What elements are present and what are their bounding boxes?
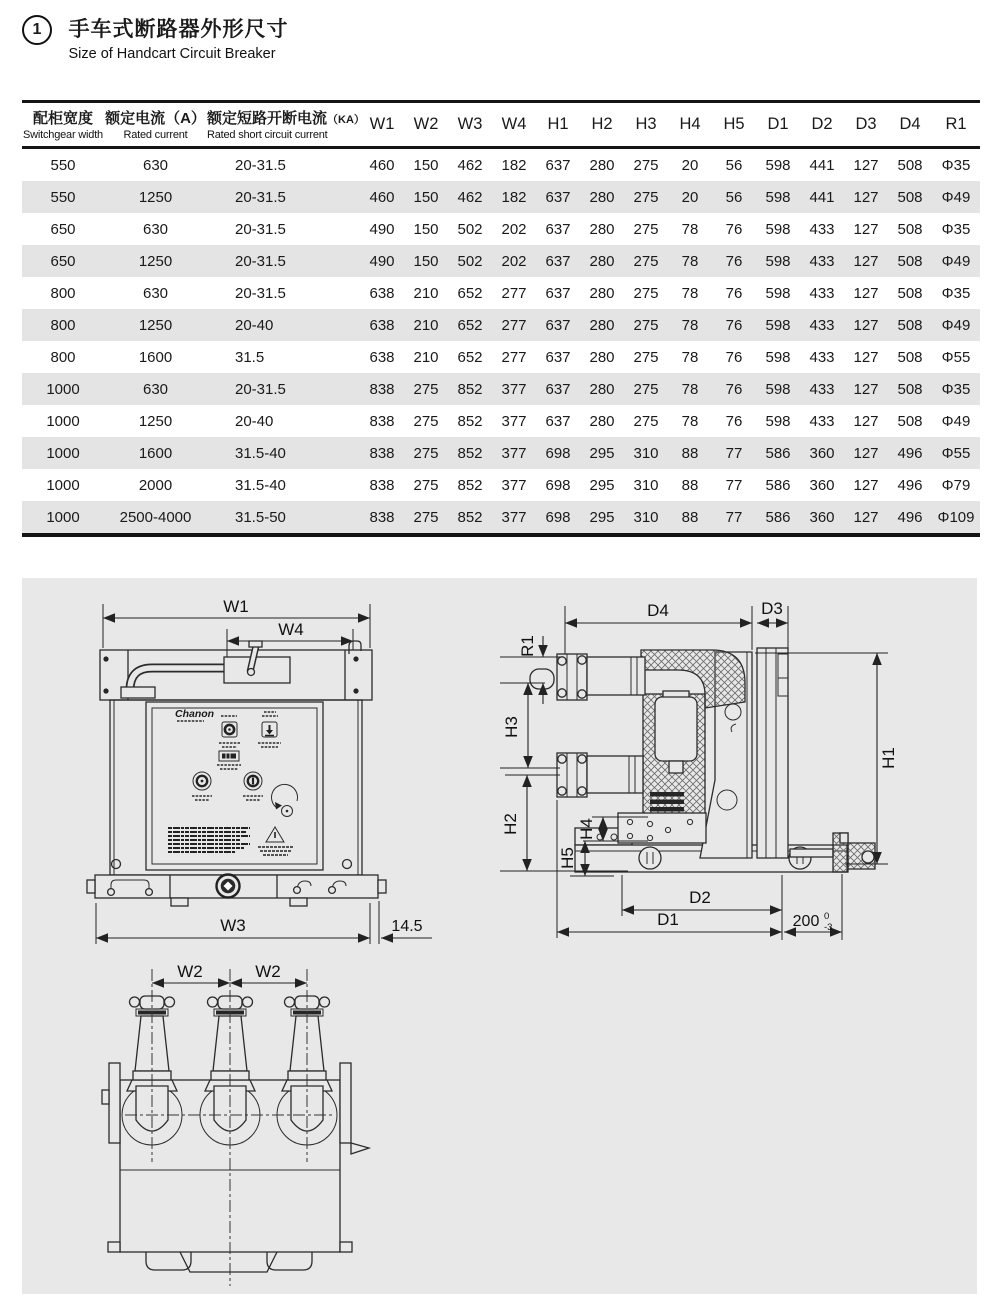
table-cell: 598 bbox=[765, 156, 791, 174]
table-cell: Φ55 bbox=[941, 444, 971, 462]
table-cell: 638 bbox=[369, 284, 395, 302]
dim-label-w2-left: W2 bbox=[177, 962, 203, 981]
table-row bbox=[22, 309, 980, 341]
dimension-w4 bbox=[227, 620, 353, 657]
table-row bbox=[22, 501, 980, 535]
table-cell: 275 bbox=[413, 508, 439, 526]
table-cell: 1250 bbox=[138, 188, 173, 206]
table-cell: 275 bbox=[633, 188, 659, 206]
table-cell: 838 bbox=[369, 380, 395, 398]
dim-label-h1: H1 bbox=[879, 747, 898, 769]
table-cell: 280 bbox=[589, 380, 615, 398]
front-base bbox=[87, 875, 386, 907]
table-cell: 127 bbox=[853, 188, 879, 206]
table-cell: 78 bbox=[681, 380, 699, 398]
table-cell: 127 bbox=[853, 380, 879, 398]
table-cell: 550 bbox=[50, 188, 76, 206]
table-cell: 1000 bbox=[46, 412, 80, 430]
table-cell: 127 bbox=[853, 252, 879, 270]
table-cell: 20-40 bbox=[235, 412, 274, 430]
table-cell: 460 bbox=[369, 156, 395, 174]
table-cell: 88 bbox=[681, 444, 699, 462]
table-cell: 508 bbox=[897, 188, 923, 206]
table-cell: 462 bbox=[457, 156, 483, 174]
side-view-drawing bbox=[500, 588, 978, 960]
table-cell: 275 bbox=[413, 476, 439, 494]
table-cell: 508 bbox=[897, 156, 923, 174]
table-cell: 360 bbox=[809, 476, 835, 494]
table-cell: 78 bbox=[681, 252, 699, 270]
table-cell: 88 bbox=[681, 508, 699, 526]
page-title: 手车式断路器外形尺寸 bbox=[68, 18, 289, 41]
column-header-h2: H2 bbox=[591, 114, 613, 133]
table-cell: 490 bbox=[369, 252, 395, 270]
table-cell: 598 bbox=[765, 380, 791, 398]
table-cell: 1000 bbox=[46, 444, 80, 462]
dim-label-h2: H2 bbox=[501, 813, 520, 835]
table-cell: 275 bbox=[633, 316, 659, 334]
dim-label-h3: H3 bbox=[502, 716, 521, 738]
table-cell: 638 bbox=[369, 348, 395, 366]
dim-label-r1: R1 bbox=[518, 635, 537, 657]
table-cell: 496 bbox=[897, 444, 923, 462]
table-cell: 630 bbox=[142, 220, 169, 238]
table-cell: 460 bbox=[369, 188, 395, 206]
lower-bushing bbox=[557, 753, 643, 797]
table-cell: 182 bbox=[501, 188, 527, 206]
table-cell: 508 bbox=[897, 284, 923, 302]
dim-label-200: 200 bbox=[792, 913, 820, 930]
table-cell: 652 bbox=[457, 284, 483, 302]
table-cell: 1250 bbox=[138, 412, 173, 430]
table-cell: 630 bbox=[142, 284, 169, 302]
dimensions-table bbox=[22, 100, 980, 537]
table-cell: 210 bbox=[413, 316, 439, 334]
table-cell: 78 bbox=[681, 284, 699, 302]
table-cell: 76 bbox=[725, 348, 743, 366]
table-cell: 698 bbox=[545, 476, 571, 494]
table-cell: Φ49 bbox=[941, 412, 971, 430]
table-row bbox=[22, 277, 980, 309]
table-cell: 275 bbox=[633, 412, 659, 430]
table-cell: 77 bbox=[725, 444, 743, 462]
open-indicator-button bbox=[219, 716, 240, 747]
column-header-w4: W4 bbox=[501, 114, 527, 133]
table-row bbox=[22, 437, 980, 469]
table-row bbox=[22, 405, 980, 437]
table-cell: 275 bbox=[413, 412, 439, 430]
table-cell: 76 bbox=[725, 252, 743, 270]
table-cell: 202 bbox=[501, 252, 527, 270]
dim-label-d4: D4 bbox=[647, 601, 669, 620]
table-cell: 838 bbox=[369, 444, 395, 462]
table-cell: 2500-4000 bbox=[119, 508, 192, 526]
table-cell: 598 bbox=[765, 220, 791, 238]
certification-mark bbox=[258, 827, 293, 855]
table-cell: Φ79 bbox=[941, 476, 971, 494]
table-cell: 275 bbox=[413, 444, 439, 462]
charging-socket bbox=[192, 772, 212, 800]
table-cell: 698 bbox=[545, 508, 571, 526]
table-cell: 433 bbox=[809, 412, 835, 430]
table-cell: 275 bbox=[633, 348, 659, 366]
table-cell: 210 bbox=[413, 284, 439, 302]
table-cell: 433 bbox=[809, 284, 835, 302]
table-cell: Φ35 bbox=[941, 380, 971, 398]
table-cell: 277 bbox=[501, 348, 527, 366]
table-cell: 295 bbox=[589, 476, 615, 494]
table-cell: 550 bbox=[50, 156, 76, 174]
table-cell: 275 bbox=[633, 252, 659, 270]
dimension-d4 bbox=[565, 601, 752, 654]
table-cell: 502 bbox=[457, 252, 483, 270]
table-cell: 275 bbox=[633, 220, 659, 238]
column-header-d4: D4 bbox=[899, 114, 921, 133]
interlock-flag bbox=[351, 1143, 369, 1154]
table-cell: 852 bbox=[457, 380, 483, 398]
section-number-badge: 1 bbox=[22, 15, 52, 45]
table-cell: 462 bbox=[457, 188, 483, 206]
table-cell: 650 bbox=[50, 252, 76, 270]
brand-logo: Chanon bbox=[175, 708, 215, 720]
table-cell: 295 bbox=[589, 508, 615, 526]
dimension-w2-right bbox=[230, 962, 307, 983]
table-cell: 127 bbox=[853, 348, 879, 366]
table-cell: 78 bbox=[681, 412, 699, 430]
table-cell: 598 bbox=[765, 188, 791, 206]
dim-label-w4: W4 bbox=[278, 620, 304, 639]
table-cell: 598 bbox=[765, 412, 791, 430]
table-cell: 202 bbox=[501, 220, 527, 238]
table-cell: 508 bbox=[897, 348, 923, 366]
table-cell: 637 bbox=[545, 284, 571, 302]
table-cell: 127 bbox=[853, 156, 879, 174]
table-row bbox=[22, 213, 980, 245]
table-cell: 637 bbox=[545, 348, 571, 366]
dim-label-d1: D1 bbox=[657, 910, 679, 929]
table-cell: 150 bbox=[413, 252, 439, 270]
table-cell: 638 bbox=[369, 316, 395, 334]
dim-label-d2: D2 bbox=[689, 888, 711, 907]
table-cell: 1250 bbox=[138, 252, 173, 270]
table-cell: 852 bbox=[457, 476, 483, 494]
table-cell: 637 bbox=[545, 380, 571, 398]
table-cell: 20-31.5 bbox=[235, 252, 286, 270]
front-view-drawing bbox=[85, 590, 445, 950]
table-cell: 77 bbox=[725, 476, 743, 494]
table-cell: 77 bbox=[725, 508, 743, 526]
column-header-w1: W1 bbox=[369, 114, 395, 133]
table-cell: 310 bbox=[633, 476, 659, 494]
table-cell: 1600 bbox=[138, 348, 173, 366]
table-cell: 210 bbox=[413, 348, 439, 366]
table-cell: 377 bbox=[501, 380, 527, 398]
dim-label-w3: W3 bbox=[220, 916, 246, 935]
dimension-200-tolerance bbox=[784, 874, 842, 940]
table-cell: 698 bbox=[545, 444, 571, 462]
dim-label-w1: W1 bbox=[223, 597, 249, 616]
table-cell: 586 bbox=[765, 476, 791, 494]
table-cell: 280 bbox=[589, 284, 615, 302]
table-cell: 377 bbox=[501, 444, 527, 462]
dimension-r1 bbox=[500, 635, 562, 704]
table-cell: Φ55 bbox=[941, 348, 971, 366]
table-cell: 800 bbox=[50, 284, 76, 302]
dimension-w2-left bbox=[152, 962, 230, 983]
dim-label-200-upper: 0 bbox=[824, 911, 830, 922]
table-cell: 127 bbox=[853, 316, 879, 334]
table-cell: 637 bbox=[545, 156, 571, 174]
dimension-d2 bbox=[622, 875, 782, 940]
table-cell: 150 bbox=[413, 188, 439, 206]
table-cell: 150 bbox=[413, 156, 439, 174]
table-cell: 852 bbox=[457, 412, 483, 430]
table-cell: 508 bbox=[897, 316, 923, 334]
table-cell: 20-40 bbox=[235, 316, 274, 334]
table-cell: Φ35 bbox=[941, 156, 971, 174]
table-cell: 630 bbox=[142, 380, 169, 398]
column-header-d3: D3 bbox=[855, 114, 877, 133]
table-cell: 76 bbox=[725, 380, 743, 398]
table-cell: 76 bbox=[725, 412, 743, 430]
table-cell: 76 bbox=[725, 220, 743, 238]
table-cell: 650 bbox=[50, 220, 76, 238]
table-cell: 508 bbox=[897, 252, 923, 270]
table-cell: 1000 bbox=[46, 508, 80, 526]
table-cell: 433 bbox=[809, 252, 835, 270]
table-cell: Φ49 bbox=[941, 252, 971, 270]
table-cell: 598 bbox=[765, 284, 791, 302]
table-cell: 31.5-40 bbox=[235, 444, 286, 462]
dim-label-w2-right: W2 bbox=[255, 962, 281, 981]
dimension-w3 bbox=[96, 903, 370, 944]
table-row bbox=[22, 469, 980, 501]
table-cell: 182 bbox=[501, 156, 527, 174]
table-cell: 56 bbox=[725, 156, 743, 174]
table-cell: 852 bbox=[457, 444, 483, 462]
table-cell: 852 bbox=[457, 508, 483, 526]
table-cell: 441 bbox=[809, 188, 835, 206]
table-cell: 277 bbox=[501, 316, 527, 334]
column-header-h5: H5 bbox=[723, 114, 745, 133]
table-cell: 1000 bbox=[46, 380, 80, 398]
dim-label-offset: 14.5 bbox=[391, 918, 423, 935]
table-cell: 31.5-40 bbox=[235, 476, 286, 494]
column-header-h1: H1 bbox=[547, 114, 569, 133]
table-cell: 127 bbox=[853, 476, 879, 494]
table-cell: 502 bbox=[457, 220, 483, 238]
table-cell: 280 bbox=[589, 252, 615, 270]
table-cell: 2000 bbox=[138, 476, 173, 494]
table-cell: 20-31.5 bbox=[235, 284, 286, 302]
table-cell: 275 bbox=[413, 380, 439, 398]
table-cell: 1250 bbox=[138, 316, 173, 334]
table-row bbox=[22, 148, 980, 182]
column-header-d2: D2 bbox=[811, 114, 833, 133]
front-control-panel bbox=[168, 708, 298, 855]
table-row bbox=[22, 373, 980, 405]
table-cell: 433 bbox=[809, 380, 835, 398]
column-header-h3: H3 bbox=[635, 114, 657, 133]
table-cell: 275 bbox=[633, 284, 659, 302]
table-cell: 1000 bbox=[46, 476, 80, 494]
table-cell: 88 bbox=[681, 476, 699, 494]
table-row bbox=[22, 245, 980, 277]
table-cell: 637 bbox=[545, 220, 571, 238]
top-feet bbox=[146, 1252, 312, 1272]
close-indicator-button bbox=[258, 712, 281, 747]
interlock-socket bbox=[243, 772, 263, 800]
table-cell: 637 bbox=[545, 188, 571, 206]
page-header bbox=[22, 13, 288, 63]
dim-label-h5: H5 bbox=[558, 847, 577, 869]
upper-bushing bbox=[530, 654, 645, 700]
table-cell: 586 bbox=[765, 444, 791, 462]
table-cell: 78 bbox=[681, 316, 699, 334]
table-cell: 377 bbox=[501, 508, 527, 526]
table-cell: 280 bbox=[589, 348, 615, 366]
dim-label-d3: D3 bbox=[761, 599, 783, 618]
table-cell: 800 bbox=[50, 316, 76, 334]
table-cell: 433 bbox=[809, 348, 835, 366]
table-cell: 838 bbox=[369, 508, 395, 526]
front-top-band bbox=[100, 641, 372, 700]
table-cell: 838 bbox=[369, 476, 395, 494]
table-cell: 280 bbox=[589, 156, 615, 174]
table-cell: 310 bbox=[633, 444, 659, 462]
table-cell: 1600 bbox=[138, 444, 173, 462]
column-header-h4: H4 bbox=[679, 114, 701, 133]
drawings-panel bbox=[22, 578, 977, 1294]
table-cell: 598 bbox=[765, 316, 791, 334]
table-cell: 377 bbox=[501, 412, 527, 430]
table-cell: Φ109 bbox=[937, 508, 975, 526]
table-cell: 127 bbox=[853, 284, 879, 302]
table-cell: 20 bbox=[681, 156, 699, 174]
table-cell: 76 bbox=[725, 284, 743, 302]
column-header-switchgear-width: 配柜宽度 Switchgear width bbox=[23, 110, 103, 141]
table-row bbox=[22, 181, 980, 213]
table-cell: 20-31.5 bbox=[235, 220, 286, 238]
nameplate bbox=[168, 828, 250, 852]
table-cell: 56 bbox=[725, 188, 743, 206]
table-cell: 598 bbox=[765, 252, 791, 270]
dimension-w1 bbox=[103, 597, 370, 648]
table-cell: 586 bbox=[765, 508, 791, 526]
table-cell: 275 bbox=[633, 380, 659, 398]
table-cell: 127 bbox=[853, 444, 879, 462]
table-cell: 637 bbox=[545, 252, 571, 270]
table-cell: 76 bbox=[725, 316, 743, 334]
table-cell: 637 bbox=[545, 412, 571, 430]
table-cell: 20-31.5 bbox=[235, 380, 286, 398]
table-cell: Φ49 bbox=[941, 316, 971, 334]
table-cell: 800 bbox=[50, 348, 76, 366]
column-header-short-circuit-current: 额定短路开断电流（KA） Rated short circuit current bbox=[207, 110, 365, 141]
table-cell: 20 bbox=[681, 188, 699, 206]
table-cell: 433 bbox=[809, 316, 835, 334]
table-cell: 127 bbox=[853, 508, 879, 526]
dim-label-h4: H4 bbox=[577, 818, 596, 840]
table-cell: Φ49 bbox=[941, 188, 971, 206]
table-cell: Φ35 bbox=[941, 284, 971, 302]
table-cell: 280 bbox=[589, 412, 615, 430]
table-cell: 360 bbox=[809, 508, 835, 526]
table-cell: 652 bbox=[457, 316, 483, 334]
table-cell: 78 bbox=[681, 348, 699, 366]
table-cell: 31.5-50 bbox=[235, 508, 286, 526]
dimension-offset-14-5 bbox=[379, 901, 432, 944]
table-cell: 508 bbox=[897, 380, 923, 398]
table-cell: 496 bbox=[897, 508, 923, 526]
dimension-d3 bbox=[757, 599, 788, 650]
column-header-w3: W3 bbox=[457, 114, 483, 133]
table-row bbox=[22, 341, 980, 373]
table-cell: 377 bbox=[501, 476, 527, 494]
table-cell: 280 bbox=[589, 316, 615, 334]
table-cell: 78 bbox=[681, 220, 699, 238]
table-cell: 127 bbox=[853, 220, 879, 238]
table-cell: 277 bbox=[501, 284, 527, 302]
table-cell: 360 bbox=[809, 444, 835, 462]
column-header-rated-current: 额定电流（A） Rated current bbox=[105, 110, 206, 141]
table-cell: 637 bbox=[545, 316, 571, 334]
table-cell: 508 bbox=[897, 220, 923, 238]
table-cell: 490 bbox=[369, 220, 395, 238]
column-header-w2: W2 bbox=[413, 114, 439, 133]
table-cell: 127 bbox=[853, 412, 879, 430]
dim-label-200-lower: -3 bbox=[824, 922, 833, 933]
table-cell: 838 bbox=[369, 412, 395, 430]
top-view-drawing bbox=[95, 958, 427, 1290]
table-cell: 280 bbox=[589, 220, 615, 238]
table-cell: 508 bbox=[897, 412, 923, 430]
table-cell: 441 bbox=[809, 156, 835, 174]
table-cell: 433 bbox=[809, 220, 835, 238]
table-cell: 496 bbox=[897, 476, 923, 494]
table-cell: 150 bbox=[413, 220, 439, 238]
table-cell: 630 bbox=[142, 156, 169, 174]
table-cell: 310 bbox=[633, 508, 659, 526]
page-subtitle: Size of Handcart Circuit Breaker bbox=[68, 46, 276, 62]
rotate-arrow-icon bbox=[272, 784, 298, 816]
table-cell: 598 bbox=[765, 348, 791, 366]
operation-counter bbox=[217, 751, 241, 769]
dimension-h3 bbox=[500, 683, 560, 768]
table-cell: 31.5 bbox=[235, 348, 265, 366]
table-cell: 295 bbox=[589, 444, 615, 462]
table-cell: 652 bbox=[457, 348, 483, 366]
table-cell: 275 bbox=[633, 156, 659, 174]
table-cell: 20-31.5 bbox=[235, 156, 286, 174]
table-cell: 280 bbox=[589, 188, 615, 206]
table-header-row bbox=[22, 102, 980, 148]
table-cell: 20-31.5 bbox=[235, 188, 286, 206]
column-header-r1: R1 bbox=[945, 114, 967, 133]
column-header-d1: D1 bbox=[767, 114, 789, 133]
table-cell: Φ35 bbox=[941, 220, 971, 238]
